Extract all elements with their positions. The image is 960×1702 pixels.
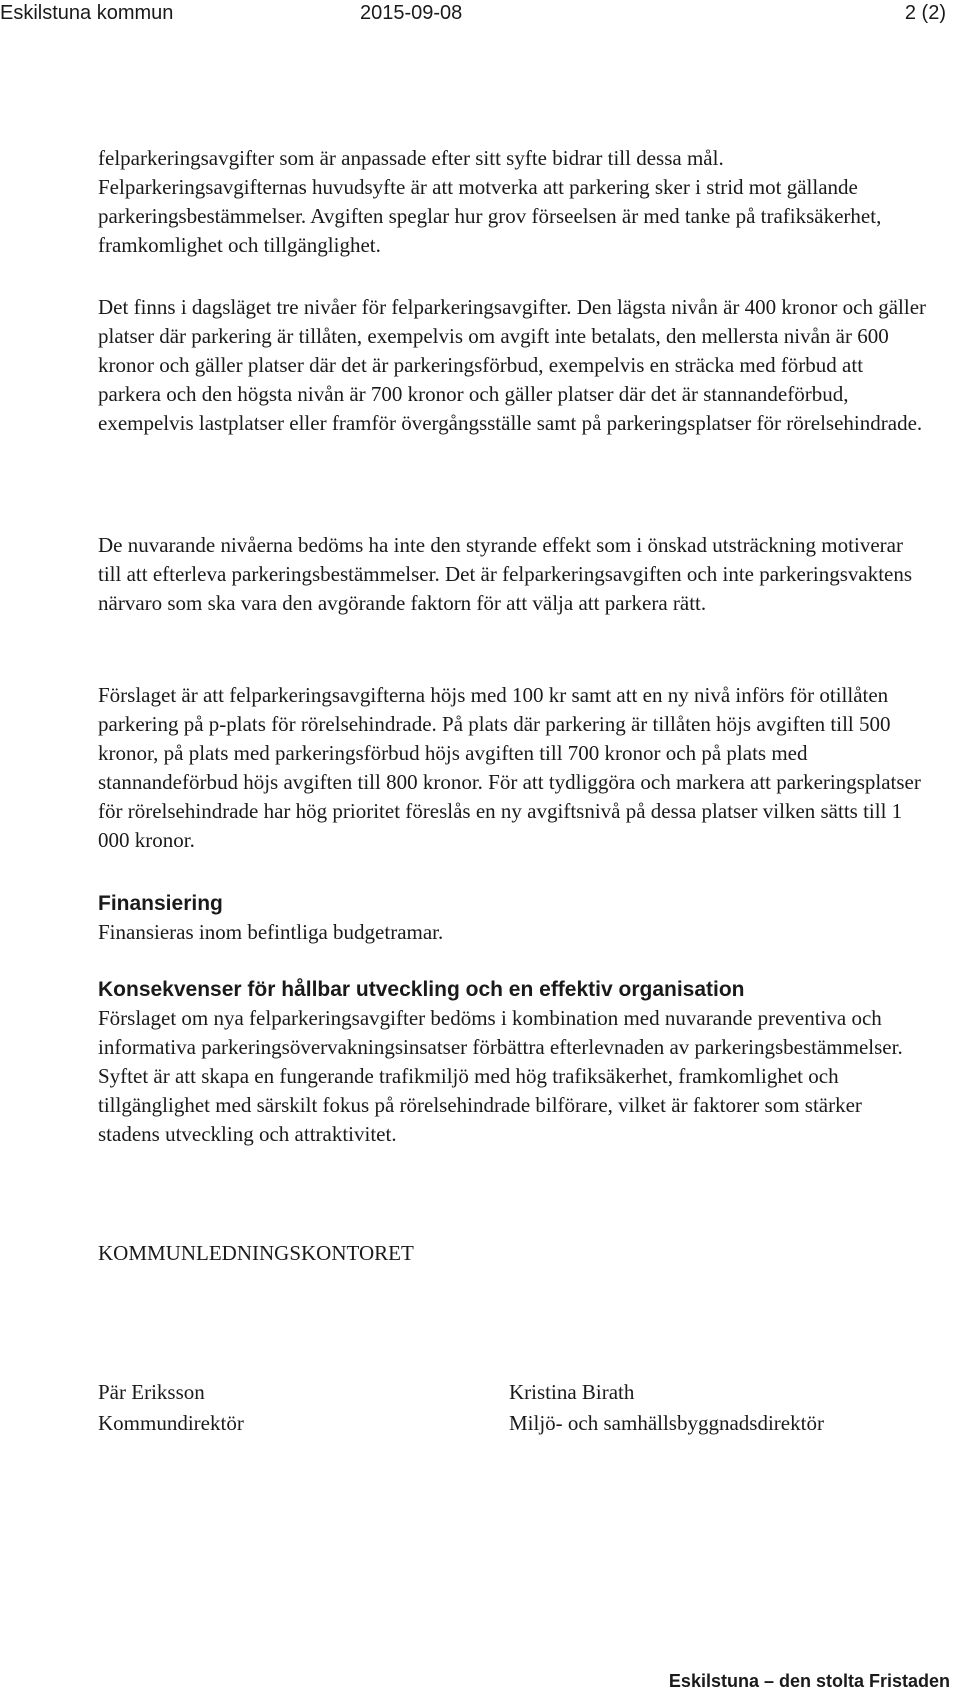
consequences-heading: Konsekvenser för hållbar utveckling och en effektiv organisation (98, 978, 745, 1001)
financing-heading: Finansiering (98, 892, 223, 915)
page-number: 2 (2) (904, 2, 946, 24)
signatory-name: Pär Eriksson (98, 1380, 205, 1404)
footer-slogan: Eskilstuna – den stolta Fristaden (668, 1671, 950, 1691)
signatory-name: Kristina Birath (509, 1380, 635, 1404)
page-header (0, 0, 960, 30)
office-name: KOMMUNLEDNINGSKONTORET (98, 1241, 414, 1265)
paragraph-current-levels: Det finns i dagsläget tre nivåer för felparkeringsavgifter. Den lägsta nivån är 400 kronor och gäller platser där parkering är tillåten, exempelvis om avgift inte betalats, den mellersta nivån är 600 kronor och gäller platser där det är parkeringsförbud, exempelvis en sträcka med förbud att parkera och den högsta nivån är 700 kronor och gäller platser där det är stannandeförbud, exempelvis lastplatser eller framför övergångsställe samt på parkeringsplatser för rörelsehindrade. (98, 295, 927, 435)
consequences-text: Förslaget om nya felparkeringsavgifter bedöms i kombination med nuvarande preventiva och informativa parkeringsövervakningsinsatser förbättra efterlevnaden av parkeringsbestämmelser. Syftet är att skapa en fungerande trafikmiljö med hög trafiksäkerhet, framkomlighet och tillgänglighet med särskilt fokus på rörelsehindrade bilförare, vilket är faktorer som stärker stadens utveckling och attraktivitet. (98, 1006, 903, 1146)
document-date: 2015-09-08 (360, 2, 463, 24)
paragraph-effect: De nuvarande nivåerna bedöms ha inte den styrande effekt som i önskad utsträckning motiverar till att efterleva parkeringsbestämmelser. Det är felparkeringsavgiften och inte parkeringsvaktens närvaro som ska vara den avgörande faktorn för att välja att parkera rätt. (98, 533, 913, 615)
signatory-block (509, 1377, 824, 1439)
organization-name: Eskilstuna kommun (0, 2, 174, 24)
paragraph-purpose: felparkeringsavgifter som är anpassade efter sitt syfte bidrar till dessa mål. Felparkeringsavgifternas huvudsyfte är att motverka att parkering sker i strid mot gällande parkeringsbestämmelser. Avgiften speglar hur grov förseelsen är med tanke på trafiksäkerhet, framkomlighet och tillgänglighet. (98, 146, 882, 257)
signatory-title: Kommundirektör (98, 1411, 244, 1435)
paragraph-proposal: Förslaget är att felparkeringsavgifterna höjs med 100 kr samt att en ny nivå införs för otillåten parkering på p-plats för rörelsehindrade. På plats där parkering är tillåten höjs avgiften till 500 kronor, på plats med parkeringsförbud höjs avgiften till 700 kronor och på plats med stannandeförbud höjs avgiften till 800 kronor. För att tydliggöra och markera att parkeringsplatser för rörelsehindrade har hög prioritet föreslås en ny avgiftsnivå på dessa platser vilken sätts till 1 000 kronor. (98, 683, 921, 852)
financing-text: Finansieras inom befintliga budgetramar. (98, 920, 444, 944)
signatory-block (98, 1377, 244, 1439)
signatory-title: Miljö- och samhällsbyggnadsdirektör (509, 1411, 824, 1435)
